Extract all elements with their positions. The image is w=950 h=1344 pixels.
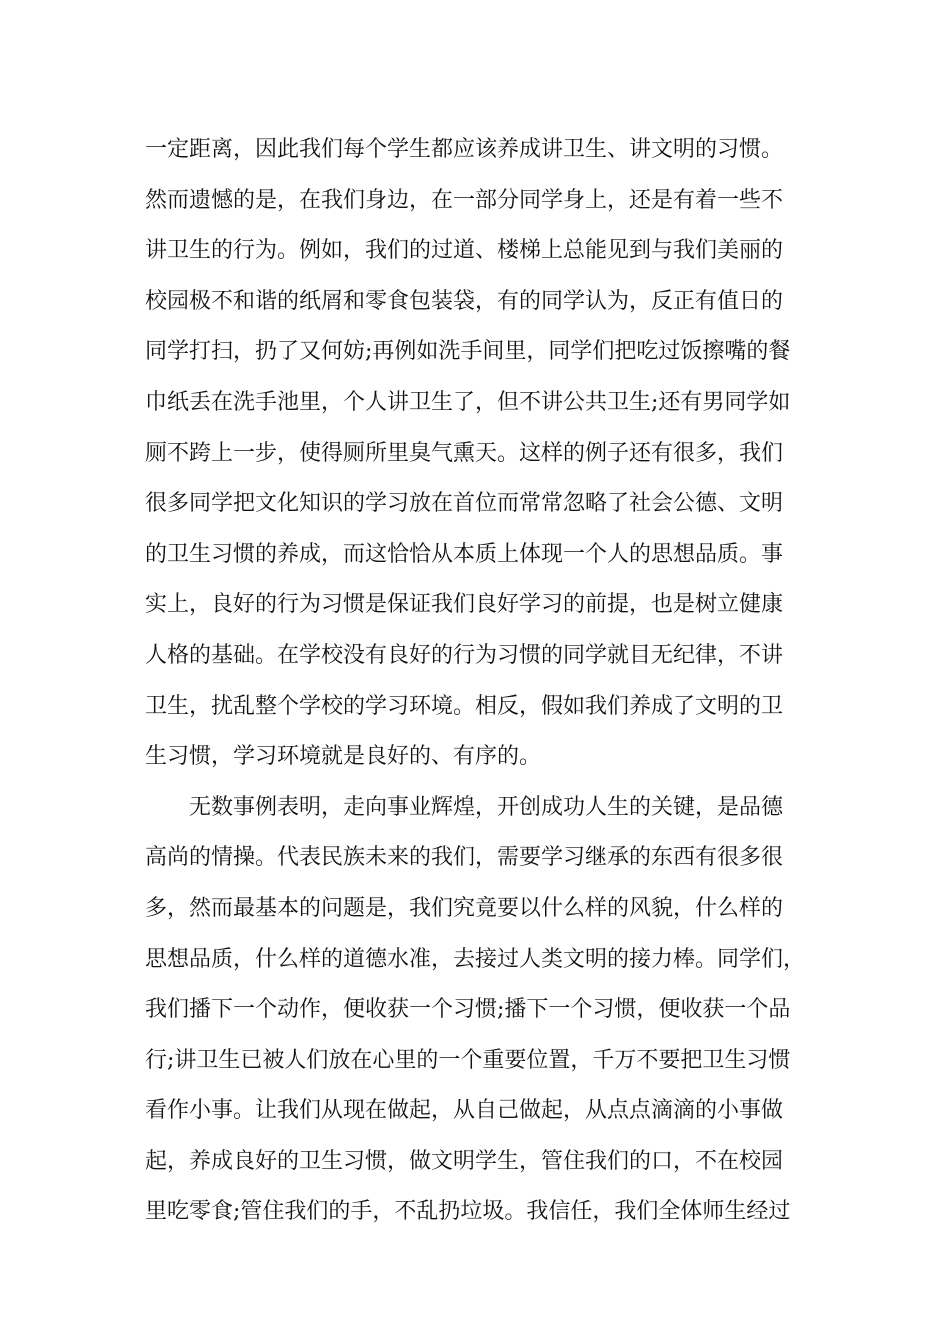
text-line: 一定距离，因此我们每个学生都应该养成讲卫生、讲文明的习惯。 <box>145 137 784 162</box>
text-line: 思想品质，什么样的道德水准，去接过人类文明的接力棒。同学们， <box>145 946 806 972</box>
text-line: 卫生，扰乱整个学校的学习环境。相反，假如我们养成了文明的卫 <box>145 693 784 719</box>
body-text <box>145 125 845 1238</box>
text-line: 行;讲卫生已被人们放在心里的一个重要位置，千万不要把卫生习惯 <box>145 1047 791 1073</box>
text-line: 我们播下一个动作，便收获一个习惯;播下一个习惯，便收获一个品 <box>145 997 791 1023</box>
text-line: 起，养成良好的卫生习惯，做文明学生，管住我们的口，不在校园 <box>145 1148 784 1174</box>
text-line: 然而遗憾的是，在我们身边，在一部分同学身上，还是有着一些不 <box>145 187 784 213</box>
text-line: 校园极不和谐的纸屑和零食包装袋，有的同学认为，反正有值日的 <box>145 288 784 314</box>
text-line: 同学打扫，扔了又何妨;再例如洗手间里，同学们把吃过饭擦嘴的餐 <box>145 339 791 365</box>
text-line: 巾纸丢在洗手池里，个人讲卫生了，但不讲公共卫生;还有男同学如 <box>145 389 791 415</box>
text-line: 厕不跨上一步，使得厕所里臭气熏天。这样的例子还有很多，我们 <box>145 440 784 466</box>
text-line: 无数事例表明，走向事业辉煌，开创成功人生的关键，是品德 <box>145 794 784 820</box>
text-line: 讲卫生的行为。例如，我们的过道、楼梯上总能见到与我们美丽的 <box>145 238 784 264</box>
text-line: 的卫生习惯的养成，而这恰恰从本质上体现一个人的思想品质。事 <box>145 541 784 567</box>
text-line: 很多同学把文化知识的学习放在首位而常常忽略了社会公德、文明 <box>145 491 784 517</box>
text-line: 生习惯，学习环境就是良好的、有序的。 <box>145 744 542 770</box>
text-line: 看作小事。让我们从现在做起，从自己做起，从点点滴滴的小事做 <box>145 1098 784 1124</box>
text-line: 高尚的情操。代表民族未来的我们，需要学习继承的东西有很多很 <box>145 845 784 871</box>
text-line: 实上，良好的行为习惯是保证我们良好学习的前提，也是树立健康 <box>145 592 784 618</box>
text-line: 多，然而最基本的问题是，我们究竟要以什么样的风貌，什么样的 <box>145 895 784 921</box>
text-line: 里吃零食;管住我们的手，不乱扔垃圾。我信任，我们全体师生经过 <box>145 1199 791 1225</box>
text-line: 人格的基础。在学校没有良好的行为习惯的同学就目无纪律，不讲 <box>145 642 784 668</box>
